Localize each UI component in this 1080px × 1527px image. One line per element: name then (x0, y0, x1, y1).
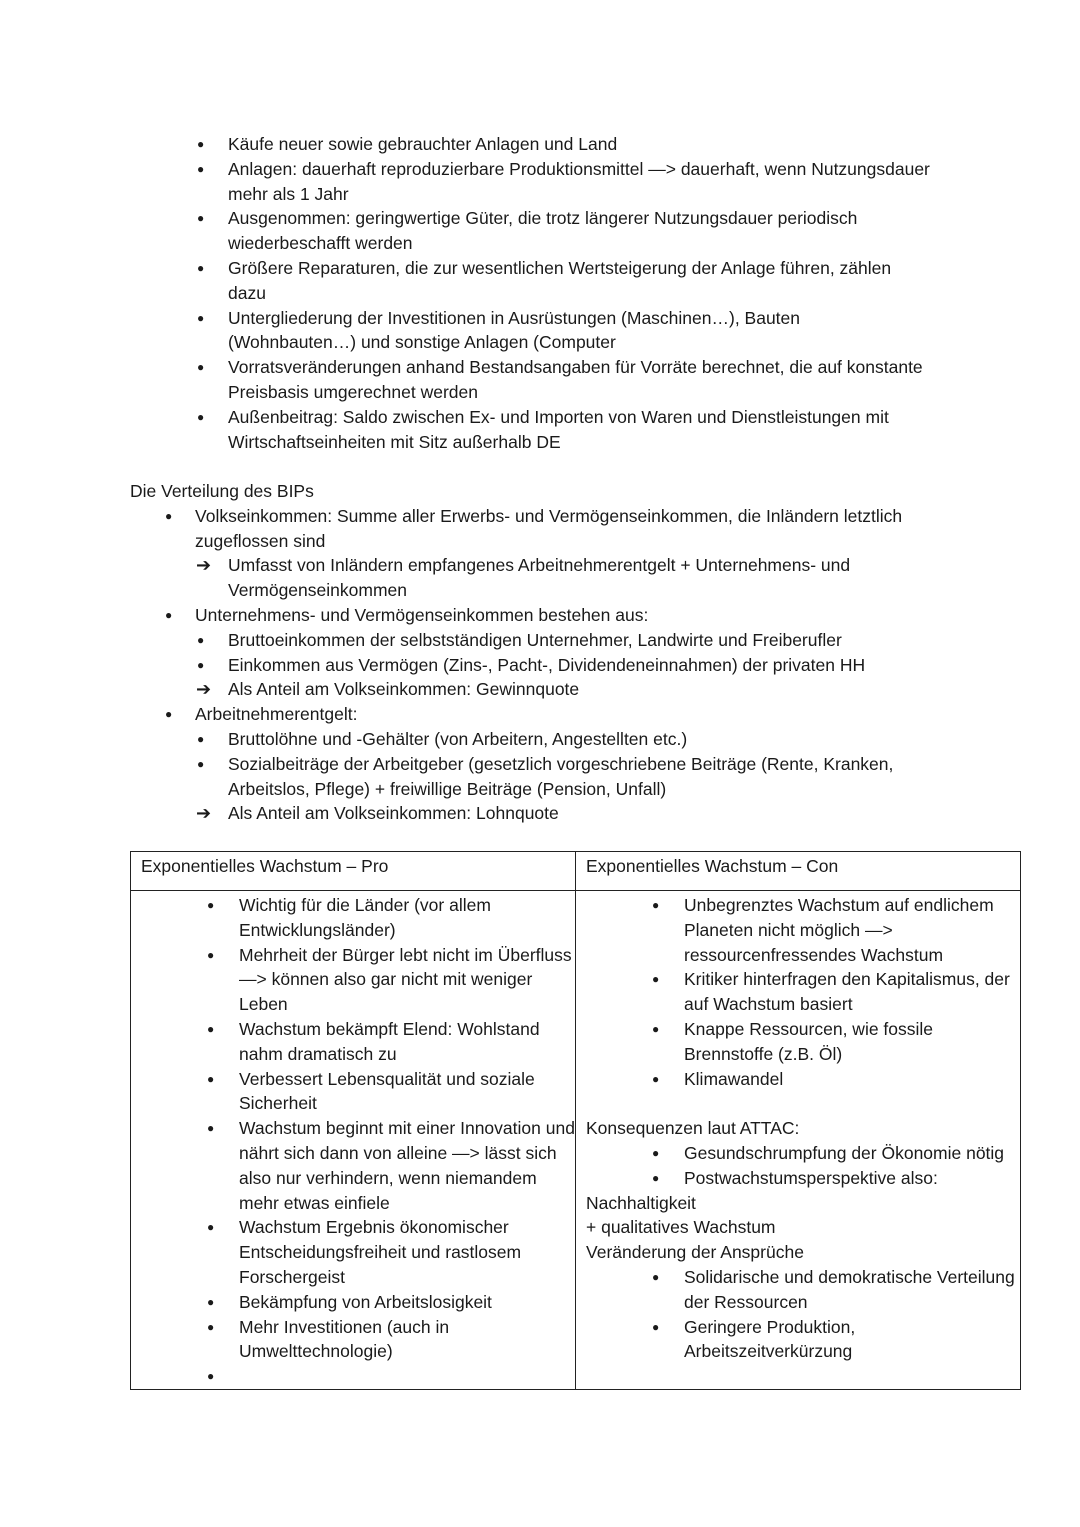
list-item: ● Ausgenommen: geringwertige Güter, die trotz längerer Nutzungsdauer periodisch wiederbeschafft werden (130, 206, 930, 256)
list-item: ● Außenbeitrag: Saldo zwischen Ex- und Importen von Waren und Dienstleistungen mit Wirtschaftseinheiten mit Sitz außerhalb DE (130, 405, 930, 455)
pro-list (131, 891, 575, 1389)
arrow-icon: ➔ (196, 803, 212, 824)
list-item: ● Sozialbeiträge der Arbeitgeber (gesetzlich vorgeschriebene Beiträge (Rente, Kranken, Arbeitslos, Pflege) + freiwillige Beiträge (Pension, Unfall) (130, 752, 960, 802)
attac-list (576, 1141, 1020, 1191)
list-item: ● Volkseinkommen: Summe aller Erwerbs- und Vermögenseinkommen, die Inländern letztlich zugeflossen sind (130, 504, 960, 554)
list-item: ● Wachstum Ergebnis ökonomischer Entscheidungsfreiheit und rastlosem Forschergeist (131, 1215, 575, 1289)
list-item: ● Solidarische und demokratische Verteilung der Ressourcen (576, 1265, 1020, 1315)
pro-header: Exponentielles Wachstum – Pro (131, 852, 576, 891)
list-item: ● Größere Reparaturen, die zur wesentlichen Wertsteigerung der Anlage führen, zählen dazu (130, 256, 930, 306)
con-cell (576, 891, 1021, 1390)
attac-list-2 (576, 1265, 1020, 1364)
list-item: ● Postwachstumsperspektive also: (576, 1166, 1020, 1191)
arrow-icon: ➔ (196, 679, 212, 700)
list-item: ● Wachstum beginnt mit einer Innovation und nährt sich dann von alleine —> lässt sich also nur verhindern, wenn niemandem mehr etwas einfiele (131, 1116, 575, 1215)
list-item: ● Geringere Produktion, Arbeitszeitverkürzung (576, 1315, 1020, 1365)
pro-cell (131, 891, 576, 1390)
list-item: ● Gesundschrumpfung der Ökonomie nötig (576, 1141, 1020, 1166)
arrow-item: ➔ Umfasst von Inländern empfangenes Arbeitnehmerentgelt + Unternehmens- und Vermögenseinkommen (196, 555, 851, 601)
list-item: ● Bruttolöhne und -Gehälter (von Arbeitern, Angestellten etc.) (130, 727, 960, 752)
list-item: ● Bruttoeinkommen der selbstständigen Unternehmer, Landwirte und Freiberufler (130, 628, 960, 653)
list-item: ● Mehr Investitionen (auch in Umwelttechnologie) (131, 1315, 575, 1365)
arrow-item: ➔ Als Anteil am Volkseinkommen: Gewinnquote (130, 677, 960, 702)
list-item: ● Kritiker hinterfragen den Kapitalismus, der auf Wachstum basiert (576, 967, 1020, 1017)
distribution-list (130, 504, 960, 826)
investment-list (130, 132, 930, 454)
list-item: ● Mehrheit der Bürger lebt nicht im Überfluss —> können also gar nicht mit weniger Leben (131, 943, 575, 1017)
list-item: ● Wachstum bekämpft Elend: Wohlstand nahm dramatisch zu (131, 1017, 575, 1067)
list-item: ● Knappe Ressourcen, wie fossile Brennstoffe (z.B. Öl) (576, 1017, 1020, 1067)
growth-pro-con-table (130, 851, 1021, 1390)
arrow-icon: ➔ (196, 555, 212, 576)
arrow-item: ➔ Als Anteil am Volkseinkommen: Lohnquote (130, 801, 960, 826)
list-item: ● Einkommen aus Vermögen (Zins-, Pacht-, Dividendeneinnahmen) der privaten HH (130, 653, 960, 678)
list-item: ● Wichtig für die Länder (vor allem Entwicklungsländer) (131, 893, 575, 943)
con-list (576, 891, 1020, 1091)
attac-line: Nachhaltigkeit (586, 1192, 696, 1213)
list-item: ● Bekämpfung von Arbeitslosigkeit (131, 1290, 575, 1315)
distribution-section (130, 479, 960, 826)
list-item: ● Unbegrenztes Wachstum auf endlichem Planeten nicht möglich —> ressourcenfressendes Wachstum (576, 893, 1020, 967)
list-item: ● Verbessert Lebensqualität und soziale Sicherheit (131, 1067, 575, 1117)
list-item: ● Untergliederung der Investitionen in Ausrüstungen (Maschinen…), Bauten (Wohnbauten…) und sonstige Anlagen (Computer (130, 306, 930, 356)
attac-heading: Konsequenzen laut ATTAC: (586, 1118, 800, 1139)
list-item: ● Unternehmens- und Vermögenseinkommen bestehen aus: (130, 603, 960, 628)
list-item: ● Käufe neuer sowie gebrauchter Anlagen und Land (130, 132, 930, 157)
list-item: ● Vorratsveränderungen anhand Bestandsangaben für Vorräte berechnet, die auf konstante Preisbasis umgerechnet werden (130, 355, 930, 405)
empty-list-item (131, 1364, 575, 1389)
con-header: Exponentielles Wachstum – Con (576, 852, 1021, 891)
attac-line: + qualitatives Wachstum (586, 1217, 776, 1238)
list-item: ● Anlagen: dauerhaft reproduzierbare Produktionsmittel —> dauerhaft, wenn Nutzungsdauer mehr als 1 Jahr (130, 157, 930, 207)
section-heading: Die Verteilung des BIPs (130, 481, 314, 501)
list-item: ● Klimawandel (576, 1067, 1020, 1092)
attac-line: Veränderung der Ansprüche (586, 1242, 804, 1263)
list-item: ● Arbeitnehmerentgelt: (130, 702, 960, 727)
